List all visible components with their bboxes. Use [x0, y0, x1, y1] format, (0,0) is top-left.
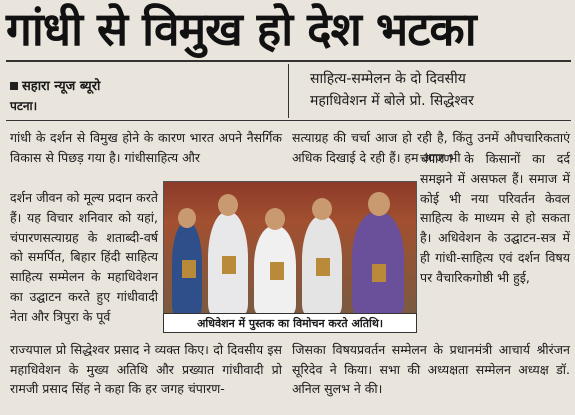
- column-right-bottom: [292, 340, 570, 399]
- subheadline-line-1: साहित्य-सम्मेलन के दो दिवसीय: [310, 71, 466, 87]
- person-head: [218, 194, 238, 216]
- person-figure: [352, 212, 404, 314]
- byline-text: सहारा न्यूज ब्यूरो: [22, 79, 101, 94]
- paragraph-left-bottom: राज्यपाल प्रो सिद्धेश्वर प्रसाद ने व्यक्त किए। दो दिवसीय इस महाधिवेशन के मुख्य अतिथि और प्रख्यात गांधीवादी प्रो रामजी प्रसाद सिंह ने कहा कि हर जगह चंपारण-: [10, 342, 282, 397]
- book-icon: [316, 258, 330, 276]
- column-left-mid: [10, 188, 158, 327]
- column-right-mid: [420, 149, 570, 288]
- paragraph-left-top: गांधी के दर्शन से विमुख होने के कारण भारत अपने नैसर्गिक विकास से पिछड़ गया है। गांधीसाहित्य और: [10, 130, 282, 165]
- paragraph-right-top: सत्याग्रह की चर्चा आज हो रही है, किंतु उनमें औपचारिकताएं अधिक दिखाई दे रही हैं। हम आज भी: [292, 130, 570, 165]
- person-head: [265, 208, 285, 230]
- book-icon: [182, 260, 196, 278]
- photo-caption: अधिवेशन में पुस्तक का विमोचन करते अतिथि।: [163, 313, 417, 333]
- dateline: पटना।: [10, 99, 38, 113]
- book-icon: [270, 262, 284, 280]
- book-icon: [372, 264, 386, 282]
- headline-rule: [6, 60, 571, 62]
- book-icon: [222, 256, 236, 274]
- subheadline: [310, 68, 570, 112]
- person-head: [368, 192, 390, 216]
- section-rule: [6, 120, 571, 121]
- paragraph-right-bottom: जिसका विषयप्रवर्तन सम्मेलन के प्रधानमंत्री आचार्य श्रीरंजन सूरिदेव ने किया। सभा की अध्यक्षता सम्मेलन अध्यक्ष डॉ. अनिल सुलभ ने की।: [292, 342, 570, 397]
- byline: [10, 76, 100, 94]
- column-left-bottom: [10, 340, 282, 399]
- person-head: [312, 198, 332, 220]
- person-head: [178, 208, 196, 228]
- headline: गांधी से विमुख हो देश भटका: [6, 2, 476, 56]
- paragraph-left-mid: दर्शन जीवन को मूल्य प्रदान करते हैं। यह विचार शनिवार को यहां, चंपारणसत्याग्रह के शताब्दी-वर्ष को समर्पित, बिहार हिंदी साहित्य साहित्य सम्मेलन के महाधिवेशन का उद्घाटन करते हुए गांधीवादी नेता और त्रिपुरा के पूर्व: [10, 190, 158, 324]
- column-divider-top: [288, 64, 289, 118]
- column-left-top: [10, 128, 282, 168]
- event-photo: [163, 181, 417, 315]
- bullet-square-icon: [10, 82, 18, 90]
- paragraph-right-mid: चंपारण के किसानों का दर्द समझने में असफल हैं। समाज में कोई भी नया परिवर्तन केवल साहित्य के माध्यम से हो सकता है। अधिवेशन के उद्घाटन-सत्र में ही गांधी-साहित्य एवं दर्शन विषय पर वैचारिकगोष्ठी भी हुई,: [420, 151, 570, 285]
- subheadline-line-2: महाधिवेशन में बोले प्रो. सिद्धेश्वर: [310, 93, 474, 109]
